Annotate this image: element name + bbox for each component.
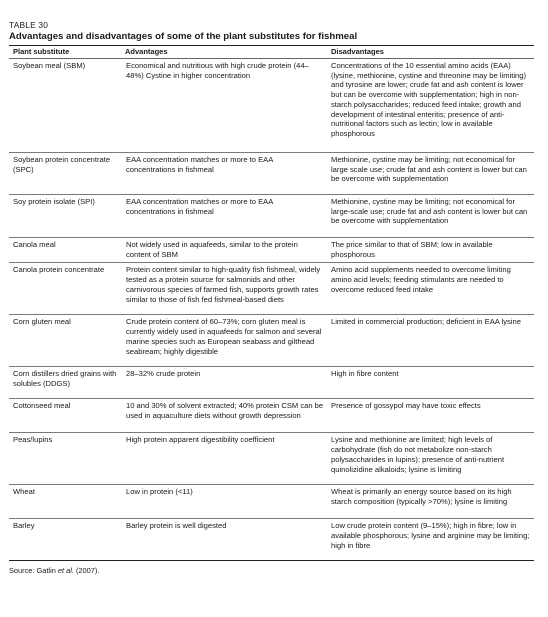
- table-row: [9, 263, 534, 315]
- table-title: Advantages and disadvantages of some of the plant substitutes for fishmeal: [9, 31, 358, 42]
- cell-advantages: Not widely used in aquafeeds, similar to the protein content of SBM: [126, 240, 298, 259]
- cell-advantages: 10 and 30% of solvent extracted; 40% protein CSM can be used in aquaculture diets without growth depression: [126, 401, 324, 421]
- cell-disadvantages: Methionine, cystine may be limiting; not economical for large scale use; crude fat and ash content is lower but can be overcome with supplementation: [331, 155, 527, 184]
- cell-disadvantages: Low crude protein content (9–15%); high in fibre; low in available phosphorous; lysine and arginine may be limiting; high in fibre: [331, 521, 530, 550]
- cell-substitute: Corn gluten meal: [13, 317, 71, 327]
- table-container: [9, 20, 534, 576]
- cell-disadvantages: Methionine, cystine may be limiting; not economical for large-scale use; crude fat and ash content is lower but can be overcome with supplementation: [331, 197, 528, 226]
- cell-disadvantages: Presence of gossypol may have toxic effects: [331, 401, 481, 411]
- source-prefix: Source: Gatlin: [9, 566, 58, 576]
- table-row: [9, 195, 534, 238]
- cell-advantages: Crude protein content of 60–73%; corn gluten meal is currently widely used in aquafeeds for salmon and several marine species such as European seabass and gilthead seabream; highly digestible: [126, 317, 322, 356]
- table-row: [9, 367, 534, 399]
- table-header: [9, 46, 534, 59]
- cell-substitute: Soybean protein concentrate (SPC): [13, 155, 111, 174]
- cell-substitute: Soy protein isolate (SPI): [13, 197, 95, 206]
- cell-advantages: Economical and nutritious with high crude protein (44–48%) Cystine in higher concentration: [126, 61, 309, 80]
- cell-substitute: Soybean meal (SBM): [13, 61, 86, 70]
- table-row: [9, 519, 534, 561]
- table-row: [9, 315, 534, 367]
- header-disadvantages: Disadvantages: [331, 47, 384, 56]
- table-row: [9, 59, 534, 153]
- cell-advantages: High protein apparent digestibility coefficient: [126, 435, 275, 445]
- table-row: [9, 399, 534, 433]
- cell-advantages: EAA concentration matches or more to EAA concentrations in fishmeal: [126, 197, 273, 216]
- cell-disadvantages: Wheat is primarily an energy source based on its high starch composition (typically >70%); lysine is limiting: [331, 487, 512, 507]
- cell-disadvantages: Amino acid supplements needed to overcome limiting amino acid levels; feeding stimulants are needed to overcome reduced feed intake: [331, 265, 511, 294]
- cell-disadvantages: High in fibre content: [331, 369, 399, 379]
- table-row: [9, 433, 534, 485]
- cell-substitute: Corn distillers dried grains with solubles (DDGS): [13, 369, 117, 389]
- source-suffix: (2007).: [73, 566, 100, 576]
- cell-substitute: Canola protein concentrate: [13, 265, 105, 275]
- cell-advantages: Protein content similar to high-quality fish fishmeal, widely tested as a protein source for salmonids and other carnivorous species of farmed fish, supports growth rates similar to those of fish fed fishmeal-based diets: [126, 265, 321, 304]
- cell-advantages: 28–32% crude protein: [126, 369, 201, 379]
- cell-advantages: EAA concentration matches or more to EAA concentrations in fishmeal: [126, 155, 273, 174]
- table-row: [9, 153, 534, 195]
- header-plant-substitute: Plant substitute: [13, 47, 70, 56]
- table-row: [9, 485, 534, 519]
- cell-substitute: Cottonseed meal: [13, 401, 71, 411]
- cell-advantages: Barley protein is well digested: [126, 521, 227, 531]
- cell-disadvantages: Concentrations of the 10 essential amino acids (EAA) (lysine, methionine, cystine and threonine may be limiting) and tyrosine are lower; crude fat and ash content is lower but can be overcome with supplementation; high in non-starch polysaccharides; reduced feed intake; growth and development of intestinal enteritis; presence of anti-nutritional factors such as lectin; low in available phosphorous: [331, 61, 527, 138]
- cell-substitute: Wheat: [13, 487, 35, 497]
- cell-disadvantages: The price similar to that of SBM; low in available phosphorous: [331, 240, 493, 259]
- header-advantages: Advantages: [125, 47, 168, 56]
- source-note: [9, 566, 534, 576]
- cell-advantages: Low in protein (<11): [126, 487, 193, 497]
- cell-substitute: Canola meal: [13, 240, 56, 249]
- cell-disadvantages: Limited in commercial production; deficient in EAA lysine: [331, 317, 521, 327]
- source-etal: et al.: [57, 566, 74, 576]
- cell-substitute: Peas/lupins: [13, 435, 53, 445]
- cell-disadvantages: Lysine and methionine are limited; high levels of carbohydrate (fish do not metabolize non-starch polysaccharides in lupins); presence of anti-nutrient quinolizidine alkaloids; lysine is limiting: [331, 435, 505, 474]
- table-row: [9, 238, 534, 263]
- cell-substitute: Barley: [13, 521, 35, 531]
- table-label: TABLE 30: [9, 20, 49, 30]
